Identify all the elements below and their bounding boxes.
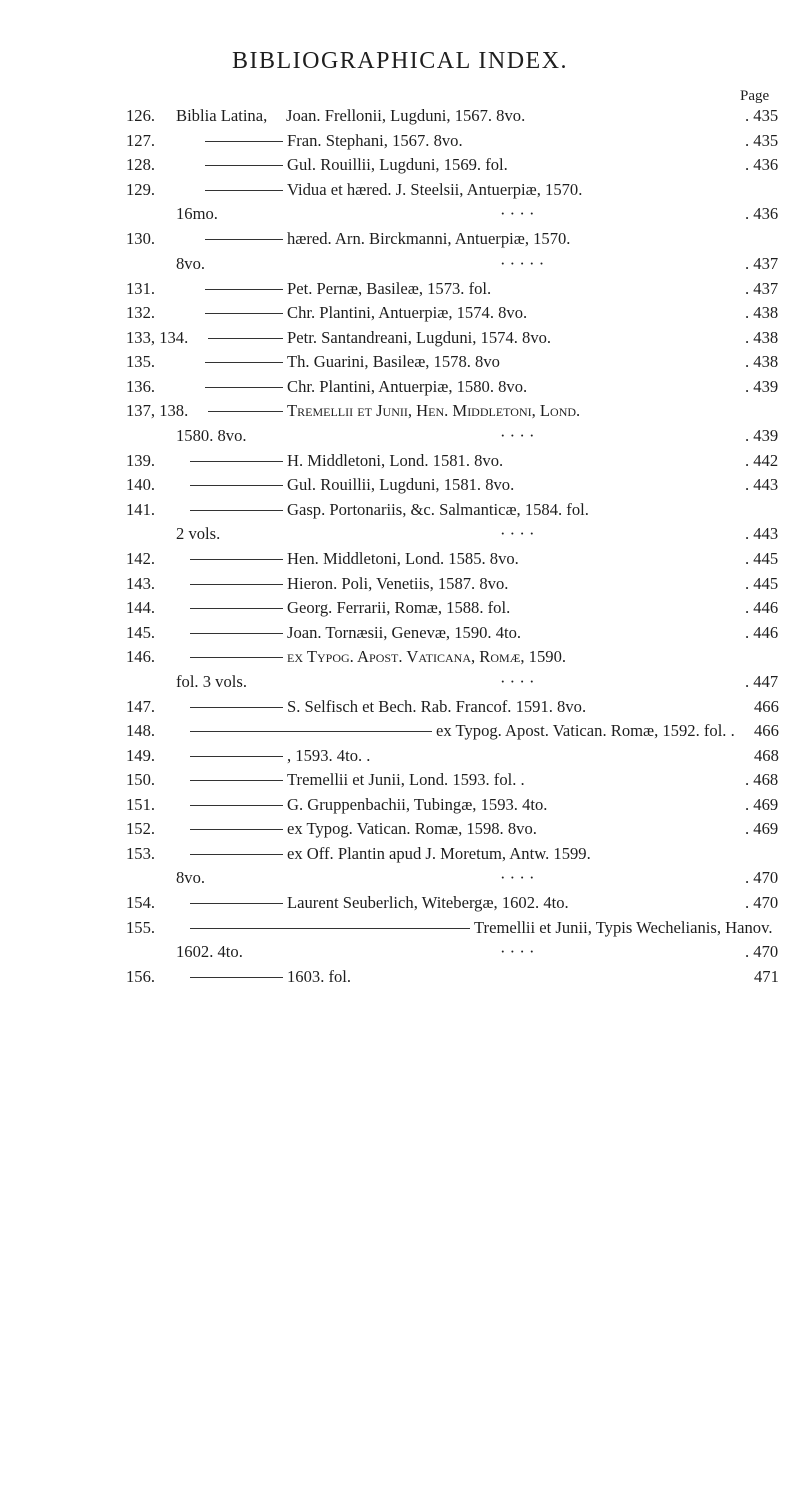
entry-page-number: . 443 — [745, 475, 779, 494]
entry-format: 8vo. — [176, 868, 206, 887]
entry-page-number: 466 — [754, 696, 779, 716]
ditto-rule — [208, 338, 283, 339]
entry-text: Joan. Frellonii, Lugduni, 1567. 8vo. — [286, 106, 526, 125]
entry-text: G. Gruppenbachii, Tubingæ, 1593. 4to. — [287, 794, 548, 814]
entry-page-number: . 438 — [745, 352, 779, 371]
index-entry — [0, 842, 800, 867]
index-entry — [0, 129, 800, 154]
index-entry — [0, 596, 800, 621]
entry-page-number: . 469 — [745, 794, 779, 814]
entry-number: 149. — [126, 745, 156, 765]
ditto-rule — [190, 903, 283, 904]
entry-text: S. Selfisch et Bech. Rab. Francof. 1591. 8vo. — [287, 696, 587, 716]
entry-text: Hieron. Poli, Venetiis, 1587. 8vo. — [287, 573, 509, 593]
index-entry-continuation — [0, 522, 800, 547]
entry-number: 139. — [126, 450, 156, 470]
ditto-rule — [190, 584, 283, 585]
entry-page-number: . 445 — [745, 549, 779, 568]
entry-text: Chr. Plantini, Antuerpiæ, 1580. 8vo. — [287, 376, 528, 396]
entry-number: 152. — [126, 819, 156, 838]
entry-page-number: . 437 — [745, 278, 779, 298]
ditto-rule — [190, 829, 283, 830]
index-entry — [0, 301, 800, 326]
entry-text: ex Typog. Apost. Vaticana, Romæ, 1590. — [287, 647, 567, 666]
index-entry — [0, 227, 800, 252]
entry-heading: Biblia Latina, — [176, 106, 268, 125]
entry-page-number: . 438 — [745, 303, 779, 322]
entry-text: ex Off. Plantin apud J. Moretum, Antw. 1599. — [287, 843, 591, 863]
entry-page-number: . 435 — [745, 106, 779, 125]
index-entry — [0, 965, 800, 990]
entry-number: 130. — [126, 229, 156, 248]
entry-page-number: . 470 — [745, 942, 779, 961]
entry-page-number: . 436 — [745, 204, 779, 223]
entry-number: 150. — [126, 770, 156, 789]
entry-text: Pet. Pernæ, Basileæ, 1573. fol. — [287, 278, 492, 298]
entry-number: 140. — [126, 475, 156, 494]
entry-page-number: . 447 — [745, 671, 779, 691]
entry-number: 143. — [126, 573, 156, 593]
entry-number: 129. — [126, 179, 156, 199]
entry-number: 156. — [126, 967, 156, 986]
entry-text: Tremellii et Junii, Lond. 1593. fol. . — [287, 770, 525, 789]
ditto-rule — [190, 608, 283, 609]
entry-text: Joan. Tornæsii, Genevæ, 1590. 4to. — [287, 622, 522, 642]
entry-text: 1603. fol. — [287, 967, 352, 986]
leader-dots: · · · · — [500, 671, 535, 691]
index-entry — [0, 498, 800, 523]
index-entry — [0, 449, 800, 474]
index-entry — [0, 621, 800, 646]
index-entry — [0, 326, 800, 351]
entry-number: 141. — [126, 499, 156, 519]
ditto-rule — [205, 141, 283, 142]
ditto-rule — [190, 854, 283, 855]
entry-format: 1580. 8vo. — [176, 425, 247, 445]
ditto-rule — [205, 165, 283, 166]
entry-number: 127. — [126, 130, 156, 150]
index-entry — [0, 153, 800, 178]
index-entry — [0, 399, 800, 424]
entry-page-number: . 468 — [745, 770, 779, 789]
index-entry-continuation — [0, 940, 800, 965]
entry-number: 132. — [126, 303, 156, 322]
entry-number: 155. — [126, 917, 156, 937]
ditto-rule — [205, 289, 283, 290]
ditto-rule — [205, 190, 283, 191]
entry-number: 137, 138. — [126, 401, 189, 420]
index-entry — [0, 375, 800, 400]
ditto-rule — [205, 362, 283, 363]
entry-page-number: 471 — [754, 967, 779, 986]
index-entry — [0, 547, 800, 572]
index-entry — [0, 350, 800, 375]
ditto-rule — [190, 657, 283, 658]
index-entries — [0, 104, 800, 990]
ditto-rule — [190, 977, 283, 978]
entry-number: 148. — [126, 721, 156, 740]
entry-text: Th. Guarini, Basileæ, 1578. 8vo — [287, 352, 500, 371]
ditto-rule — [208, 411, 283, 412]
index-entry — [0, 178, 800, 203]
entry-text: Tremellii et Junii, Typis Wechelianis, Hanov. — [474, 917, 773, 937]
entry-page-number: . 443 — [745, 524, 779, 543]
index-entry — [0, 645, 800, 670]
entry-text: hæred. Arn. Birckmanni, Antuerpiæ, 1570. — [287, 229, 571, 248]
entry-text: , 1593. 4to. . — [287, 745, 371, 765]
entry-page-number: . 439 — [745, 376, 779, 396]
index-entry-continuation — [0, 670, 800, 695]
index-entry — [0, 695, 800, 720]
leader-dots: · · · · — [500, 524, 535, 543]
entry-number: 151. — [126, 794, 156, 814]
entry-number: 146. — [126, 647, 156, 666]
entry-page-number: . 470 — [745, 868, 779, 887]
ditto-rule — [190, 485, 283, 486]
leader-dots: · · · · — [500, 942, 535, 961]
entry-format: 2 vols. — [176, 524, 221, 543]
entry-page-number: . 470 — [745, 893, 779, 912]
entry-page-number: . 446 — [745, 622, 779, 642]
page-title: BIBLIOGRAPHICAL INDEX. — [231, 48, 569, 74]
entry-text: Gul. Rouillii, Lugduni, 1569. fol. — [287, 155, 508, 174]
index-entry — [0, 891, 800, 916]
entry-text: Georg. Ferrarii, Romæ, 1588. fol. — [287, 598, 511, 617]
entry-page-number: . 435 — [745, 130, 779, 150]
index-entry-continuation — [0, 424, 800, 449]
index-entry-continuation — [0, 202, 800, 227]
entry-text: Chr. Plantini, Antuerpiæ, 1574. 8vo. — [287, 303, 528, 322]
entry-page-number: 468 — [754, 745, 779, 765]
index-entry — [0, 916, 800, 941]
entry-number: 135. — [126, 352, 156, 371]
entry-text: Laurent Seuberlich, Witebergæ, 1602. 4to. — [287, 893, 569, 912]
entry-page-number: . 437 — [745, 253, 779, 273]
index-entry — [0, 572, 800, 597]
index-entry — [0, 744, 800, 769]
entry-text: Gul. Rouillii, Lugduni, 1581. 8vo. — [287, 475, 515, 494]
index-entry — [0, 719, 800, 744]
ditto-rule — [190, 928, 470, 929]
ditto-rule — [205, 239, 283, 240]
entry-number: 142. — [126, 549, 156, 568]
entry-text: Hen. Middletoni, Lond. 1585. 8vo. — [287, 549, 519, 568]
ditto-rule — [190, 510, 283, 511]
entry-page-number: 466 — [754, 721, 779, 740]
entry-number: 136. — [126, 376, 156, 396]
entry-format: 16mo. — [176, 204, 218, 223]
entry-page-number: . 436 — [745, 155, 779, 174]
entry-format: 8vo. — [176, 253, 206, 273]
index-entry-continuation — [0, 252, 800, 277]
index-entry — [0, 817, 800, 842]
entry-text: Petr. Santandreani, Lugduni, 1574. 8vo. — [287, 327, 552, 347]
entry-text: H. Middletoni, Lond. 1581. 8vo. — [287, 450, 504, 470]
entry-text: Vidua et hæred. J. Steelsii, Antuerpiæ, 1570. — [287, 179, 583, 199]
entry-number: 145. — [126, 622, 156, 642]
entry-page-number: . 442 — [745, 450, 779, 470]
entry-number: 131. — [126, 278, 156, 298]
entry-page-number: . 445 — [745, 573, 779, 593]
entry-number: 126. — [126, 106, 156, 125]
entry-page-number: . 439 — [745, 425, 779, 445]
index-entry — [0, 473, 800, 498]
entry-page-number: . 438 — [745, 327, 779, 347]
entry-text: Tremellii et Junii, Hen. Middletoni, Lond. — [287, 401, 581, 420]
ditto-rule — [205, 313, 283, 314]
entry-number: 147. — [126, 696, 156, 716]
page-column-label: Page — [740, 88, 770, 104]
leader-dots: · · · · — [500, 204, 535, 223]
entry-text: ex Typog. Apost. Vatican. Romæ, 1592. fol. . — [436, 721, 735, 740]
index-entry — [0, 277, 800, 302]
leader-dots: · · · · — [500, 425, 535, 445]
ditto-rule — [190, 780, 283, 781]
entry-number: 144. — [126, 598, 156, 617]
entry-number: 128. — [126, 155, 156, 174]
index-entry — [0, 104, 800, 129]
ditto-rule — [190, 756, 283, 757]
index-entry — [0, 793, 800, 818]
ditto-rule — [190, 805, 283, 806]
entry-number: 133, 134. — [126, 327, 189, 347]
entry-number: 153. — [126, 843, 156, 863]
ditto-rule — [205, 387, 283, 388]
index-entry — [0, 768, 800, 793]
entry-format: fol. 3 vols. — [176, 671, 247, 691]
entry-page-number: . 446 — [745, 598, 779, 617]
leader-dots: · · · · — [500, 868, 535, 887]
entry-number: 154. — [126, 893, 156, 912]
entry-format: 1602. 4to. — [176, 942, 243, 961]
ditto-rule — [190, 633, 283, 634]
entry-text: Gasp. Portonariis, &c. Salmanticæ, 1584. fol. — [287, 499, 589, 519]
index-entry-continuation — [0, 866, 800, 891]
ditto-rule — [190, 461, 283, 462]
entry-text: ex Typog. Vatican. Romæ, 1598. 8vo. — [287, 819, 537, 838]
entry-page-number: . 469 — [745, 819, 779, 838]
ditto-rule — [190, 731, 432, 732]
ditto-rule — [190, 707, 283, 708]
entry-text: Fran. Stephani, 1567. 8vo. — [287, 130, 463, 150]
leader-dots: · · · · · — [500, 253, 545, 273]
ditto-rule — [190, 559, 283, 560]
